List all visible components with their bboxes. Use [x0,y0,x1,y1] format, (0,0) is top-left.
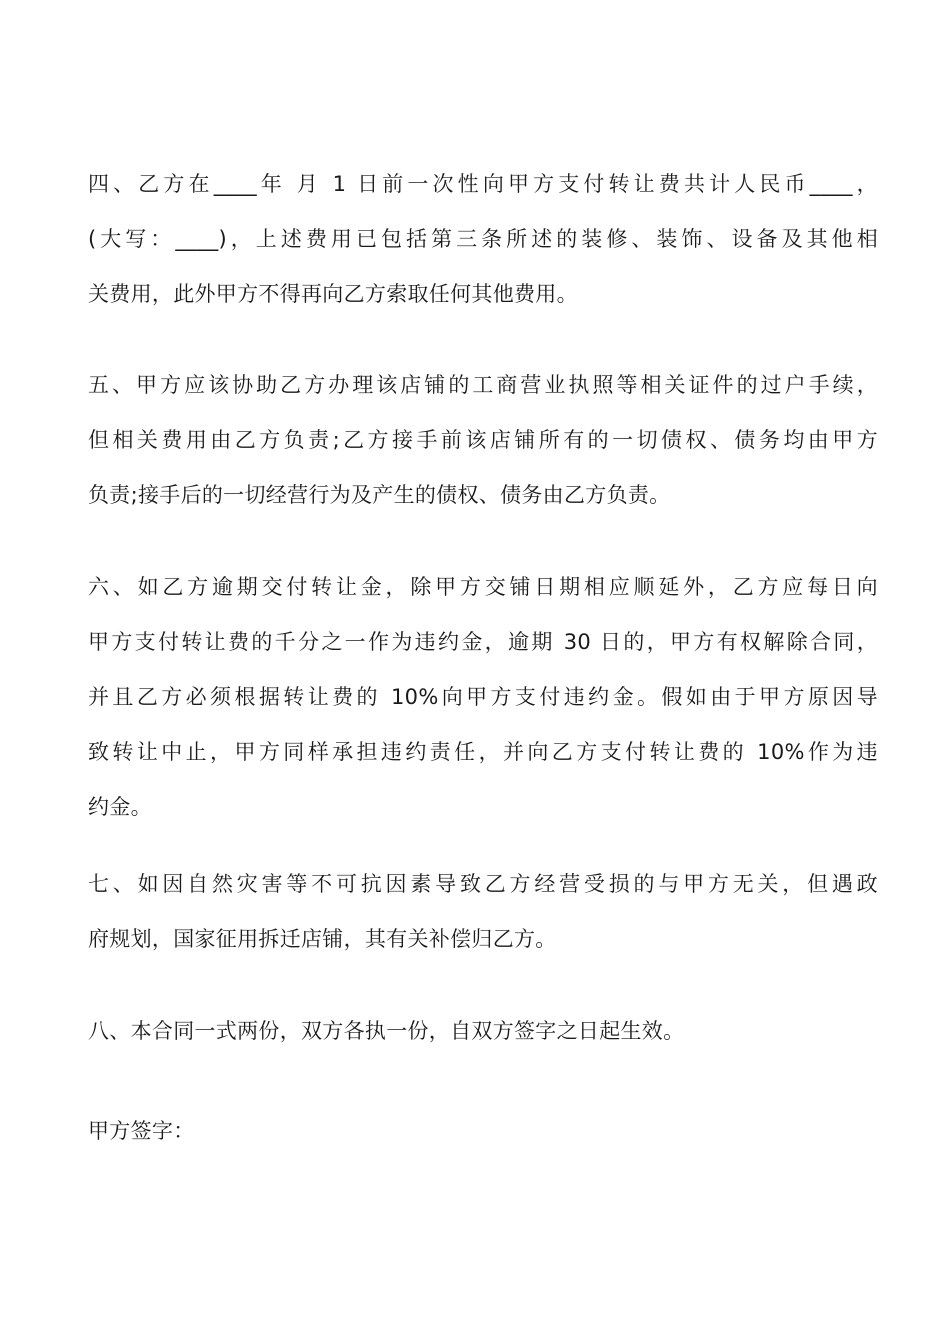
text-line: 关费用，此外甲方不得再向乙方索取任何其他费用。 [88,282,578,306]
text-line: 甲方签字： [88,1119,195,1143]
text-line: 甲方支付转让费的千分之一作为违约金，逾期 30 日的，甲方有权解除合同， [88,630,878,654]
text-line: 负责;接手后的一切经营行为及产生的债权、债务由乙方负责。 [88,483,671,507]
clause-seven [88,857,878,967]
text-line: (大写：____)，上述费用已包括第三条所述的装修、装饰、设备及其他相 [88,227,878,251]
text-line: 六、如乙方逾期交付转让金，除甲方交铺日期相应顺延外，乙方应每日向 [88,575,878,599]
text-line: 七、如因自然灾害等不可抗因素导致乙方经营受损的与甲方无关，但遇政 [88,872,878,896]
text-line: 五、甲方应该协助乙方办理该店铺的工商营业执照等相关证件的过户手续， [88,373,878,397]
party-a-signature-label [88,1104,878,1159]
text-line: 并且乙方必须根据转让费的 10%向甲方支付违约金。假如由于甲方原因导 [88,685,878,709]
clause-six [88,560,878,835]
clause-eight [88,1004,878,1059]
text-line: 四、乙方在____年 月 1 日前一次性向甲方支付转让费共计人民币____， [88,172,878,196]
text-line: 但相关费用由乙方负责;乙方接手前该店铺所有的一切债权、债务均由甲方 [88,428,878,452]
text-line: 府规划，国家征用拆迁店铺，其有关补偿归乙方。 [88,927,557,951]
clause-five [88,358,878,523]
text-line: 八、本合同一式两份，双方各执一份，自双方签字之日起生效。 [88,1019,685,1043]
text-line: 致转让中止，甲方同样承担违约责任，并向乙方支付转让费的 10%作为违 [88,740,878,764]
clause-four [88,157,878,322]
text-line: 约金。 [88,795,152,819]
